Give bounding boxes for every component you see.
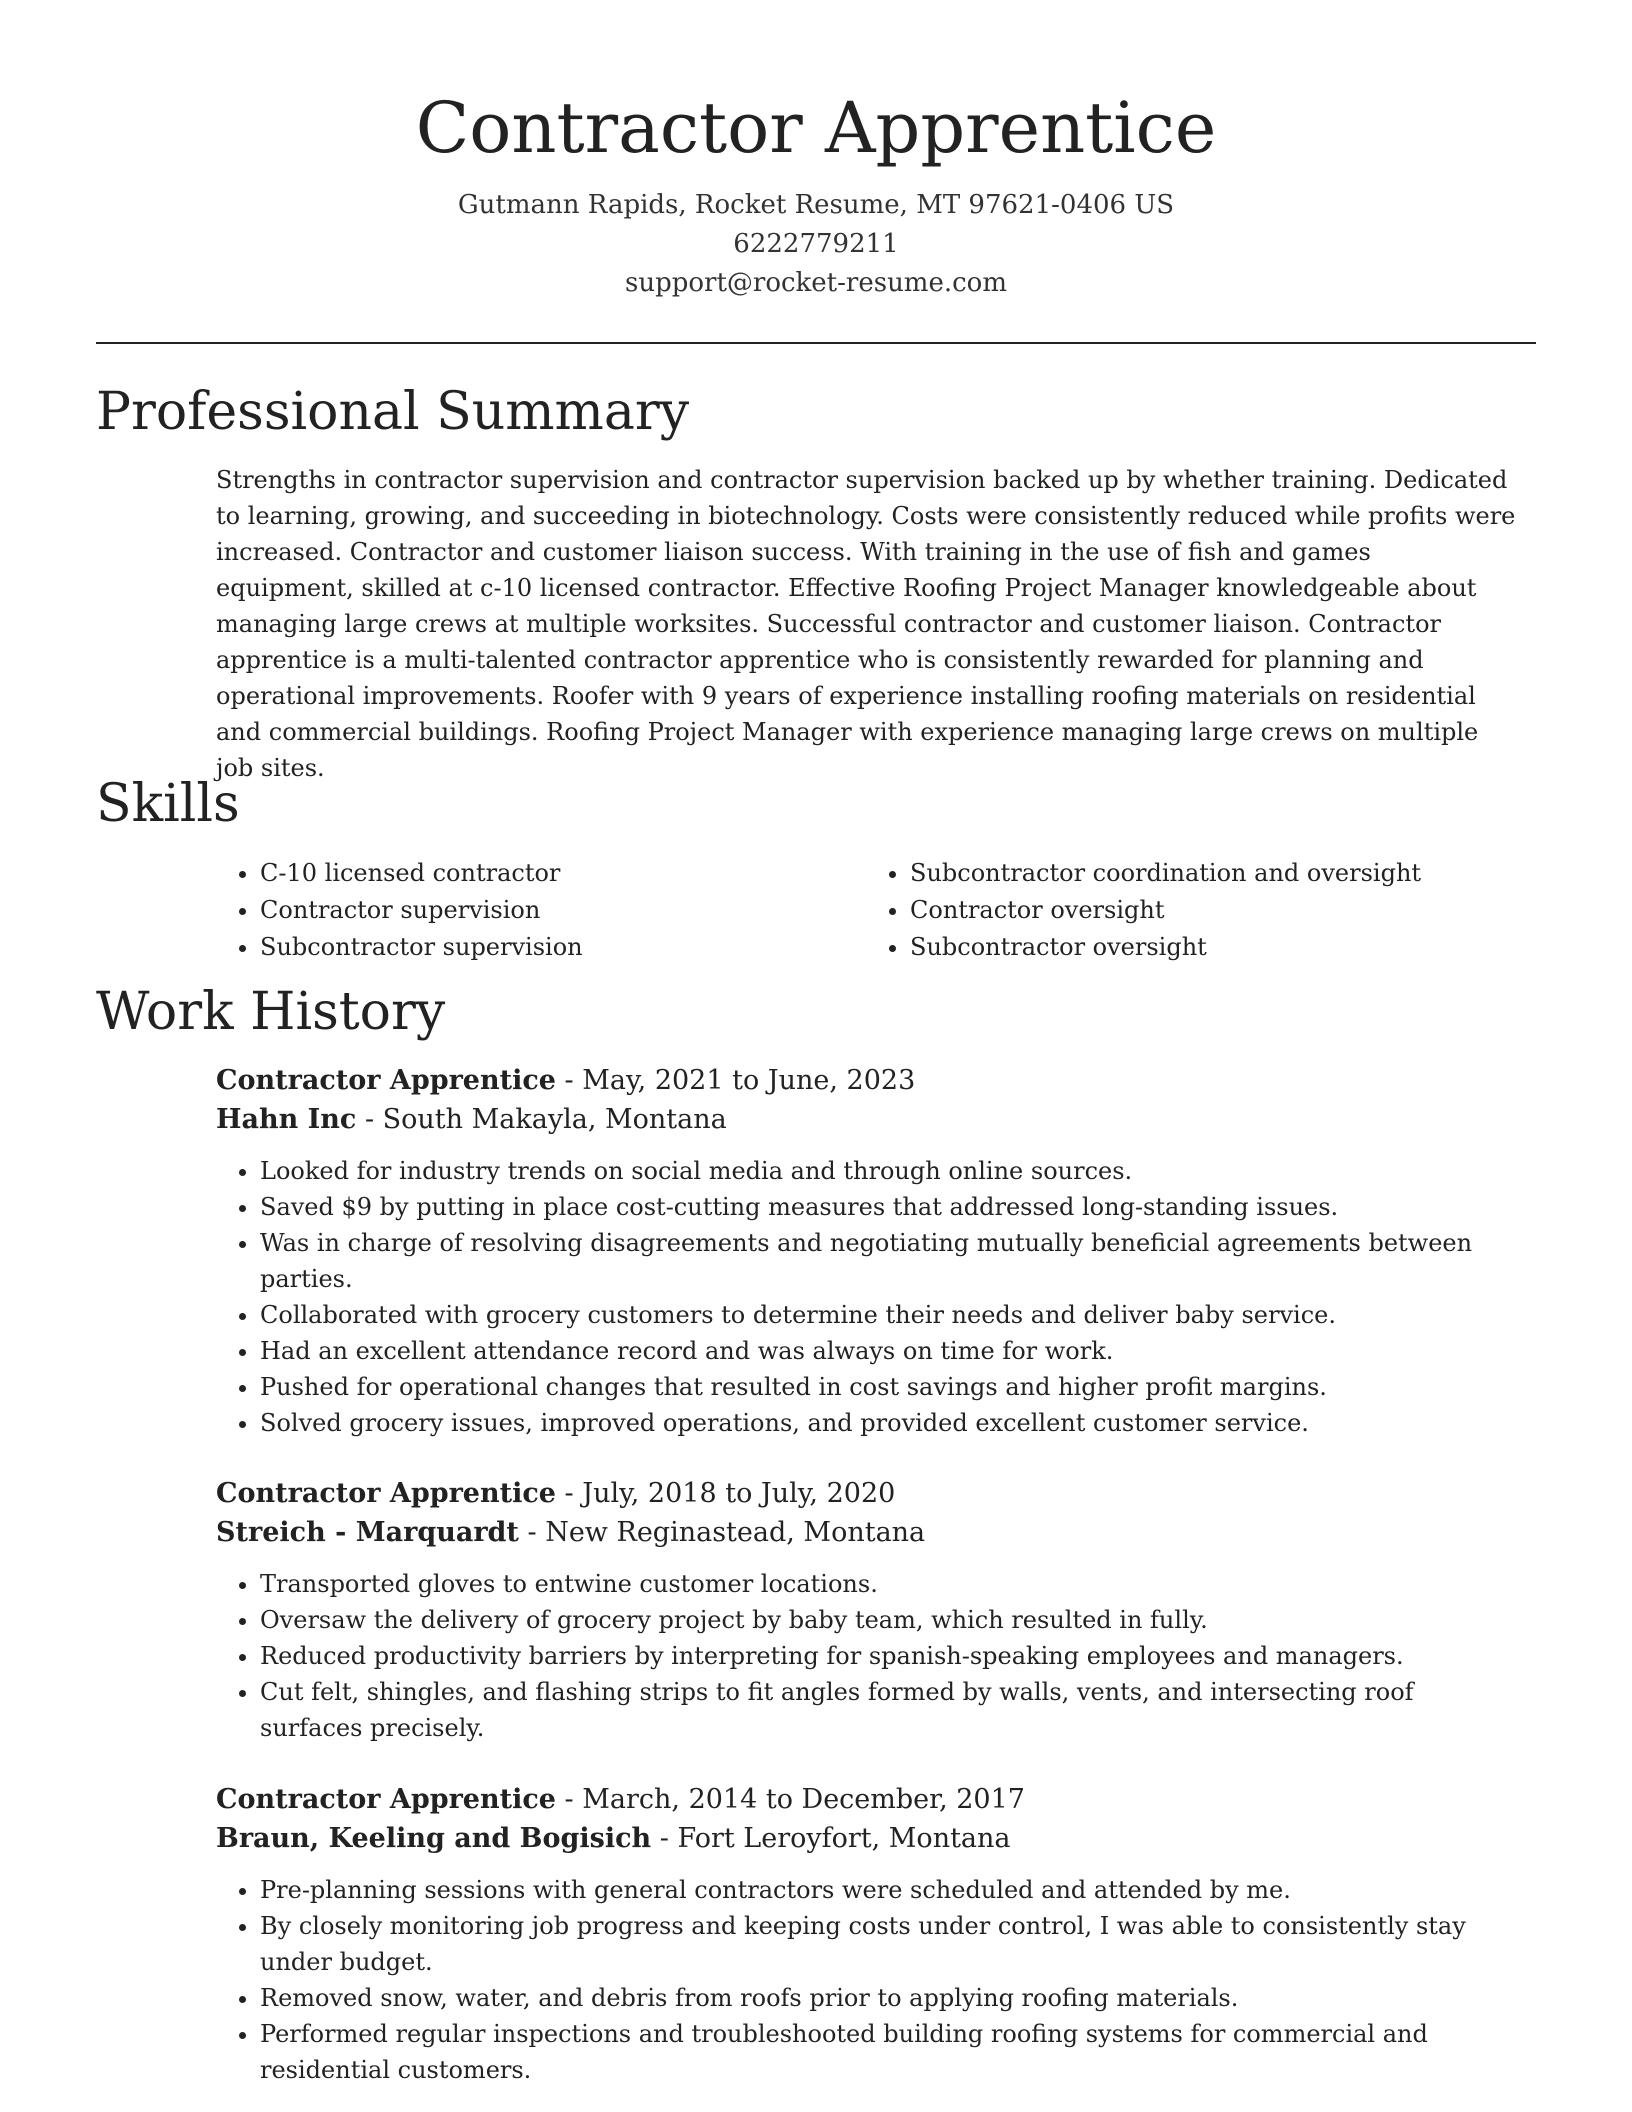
job-location: - New Reginastead, Montana: [518, 1517, 926, 1548]
section-title-work-history: Work History: [96, 982, 446, 1042]
job-bullet: • Saved $9 by putting in place cost-cutting measures that addressed long-standing issues.: [260, 1189, 1516, 1225]
job-bullet: • Was in charge of resolving disagreements and negotiating mutually beneficial agreements between parties.: [260, 1225, 1516, 1297]
section-title-summary: Professional Summary: [96, 382, 690, 442]
job-location: - Fort Leroyfort, Montana: [651, 1823, 1011, 1854]
job-bullet: • Had an excellent attendance record and was always on time for work.: [260, 1333, 1516, 1369]
skill-item: • Subcontractor coordination and oversight: [910, 855, 1516, 892]
skill-item: • Subcontractor oversight: [910, 929, 1516, 966]
skills-column-right: [866, 855, 1516, 966]
job-heading: [216, 1780, 1516, 1819]
job-entry: [216, 1061, 1516, 1441]
job-heading: [216, 1061, 1516, 1100]
header-divider: [96, 342, 1536, 344]
candidate-name: Contractor Apprentice: [415, 87, 1217, 169]
skill-item: • Subcontractor supervision: [260, 929, 866, 966]
job-bullet: • Transported gloves to entwine customer locations.: [260, 1566, 1516, 1602]
job-company: Streich - Marquardt: [216, 1517, 519, 1548]
address: Gutmann Rapids, Rocket Resume, MT 97621-0406 US: [457, 190, 1175, 220]
email: support@rocket-resume.com: [624, 268, 1007, 298]
job-bullet: • Cut felt, shingles, and flashing strips to fit angles formed by walls, vents, and intersecting roof surfaces precisely.: [260, 1674, 1516, 1746]
job-bullet: • Pushed for operational changes that resulted in cost savings and higher profit margins.: [260, 1369, 1516, 1405]
skill-item: • C-10 licensed contractor: [260, 855, 866, 892]
job-bullet: • By closely monitoring job progress and keeping costs under control, I was able to consistently stay under budget.: [260, 1908, 1516, 1980]
job-bullet: • Collaborated with grocery customers to determine their needs and deliver baby service.: [260, 1297, 1516, 1333]
job-role: Contractor Apprentice: [216, 1784, 556, 1815]
job-company: Hahn Inc: [216, 1104, 357, 1135]
job-dates: - May, 2021 to June, 2023: [555, 1065, 916, 1096]
skill-item: • Contractor oversight: [910, 892, 1516, 929]
job-dates: - July, 2018 to July, 2020: [555, 1478, 896, 1509]
job-employer: [216, 1819, 1516, 1858]
job-bullets: [216, 1872, 1516, 2088]
job-location: - South Makayla, Montana: [356, 1104, 727, 1135]
job-company: Braun, Keeling and Bogisich: [216, 1823, 652, 1854]
job-entry: [216, 1780, 1516, 2088]
skills-list: [216, 855, 1516, 966]
job-role: Contractor Apprentice: [216, 1065, 556, 1096]
job-bullet: • Pre-planning sessions with general contractors were scheduled and attended by me.: [260, 1872, 1516, 1908]
job-bullet: • Looked for industry trends on social media and through online sources.: [260, 1153, 1516, 1189]
job-employer: [216, 1100, 1516, 1139]
job-role: Contractor Apprentice: [216, 1478, 556, 1509]
job-entry: [216, 1474, 1516, 1746]
job-bullet: • Removed snow, water, and debris from roofs prior to applying roofing materials.: [260, 1980, 1516, 2016]
skills-column-left: [216, 855, 866, 966]
skill-item: • Contractor supervision: [260, 892, 866, 929]
job-bullet: • Reduced productivity barriers by interpreting for spanish-speaking employees and managers.: [260, 1638, 1516, 1674]
job-dates: - March, 2014 to December, 2017: [555, 1784, 1025, 1815]
summary-text: Strengths in contractor supervision and contractor supervision backed up by whether training. Dedicated to learning, growing, and succeeding in biotechnology. Costs were consistently reduced while profits were increased. Contractor and customer liaison success. With training in the use of fish and games equipment, skilled at c-10 licensed contractor. Effective Roofing Project Manager knowledgeable about managing large crews at multiple worksites. Successful contractor and customer liaison. Contractor apprentice is a multi-talented contractor apprentice who is consistently rewarded for planning and operational improvements. Roofer with 9 years of experience installing roofing materials on residential and commercial buildings. Roofing Project Manager with experience managing large crews on multiple job sites.: [216, 466, 1516, 782]
section-title-skills: Skills: [96, 774, 240, 834]
contact-info: [0, 186, 1632, 303]
resume-header: [0, 0, 1632, 303]
job-bullet: • Oversaw the delivery of grocery project by baby team, which resulted in fully.: [260, 1602, 1516, 1638]
job-bullets: [216, 1153, 1516, 1441]
job-employer: [216, 1513, 1516, 1552]
job-heading: [216, 1474, 1516, 1513]
job-bullet: • Performed regular inspections and troubleshooted building roofing systems for commercial and residential customers.: [260, 2016, 1516, 2088]
phone: 6222779211: [733, 229, 899, 259]
job-bullets: [216, 1566, 1516, 1746]
job-bullet: • Solved grocery issues, improved operations, and provided excellent customer service.: [260, 1405, 1516, 1441]
